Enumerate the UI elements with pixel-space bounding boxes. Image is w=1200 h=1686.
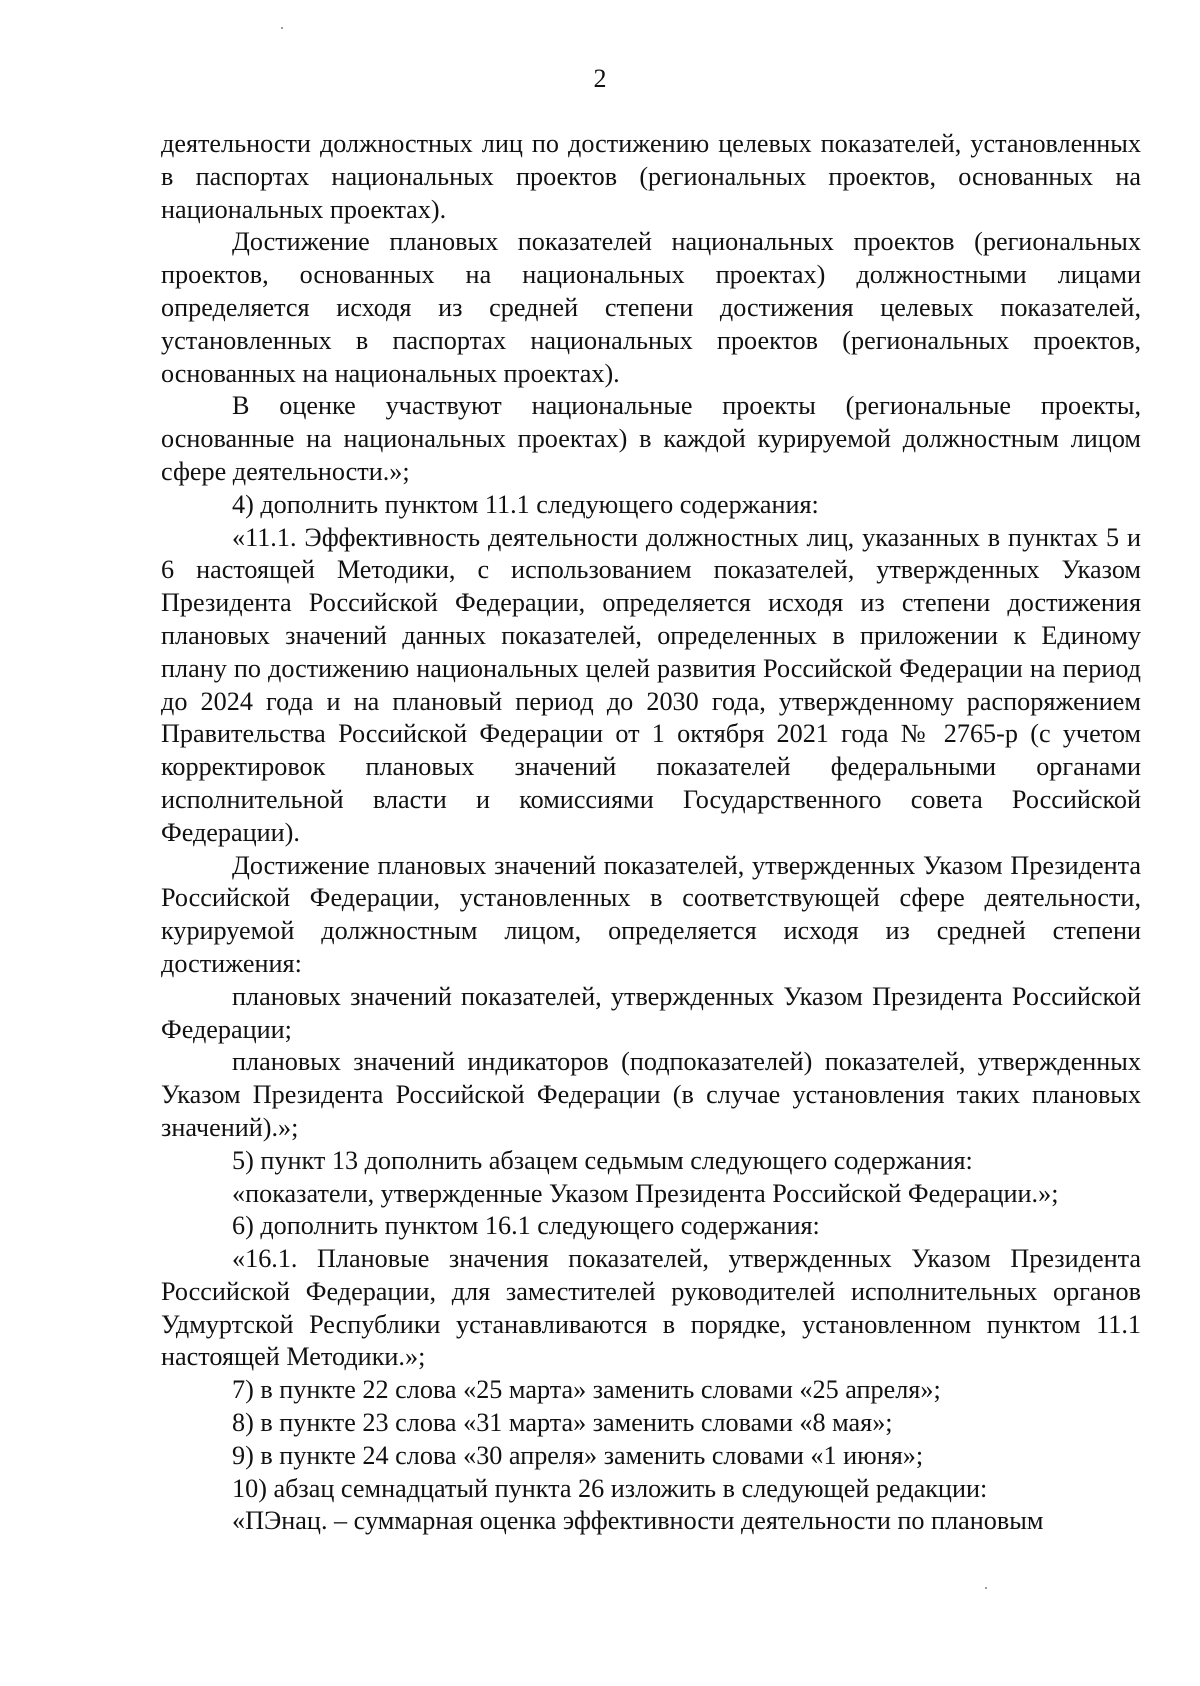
scan-speck — [281, 27, 283, 29]
list-item-9: 9) в пункте 24 слова «30 апреля» заменить словами «1 июня»; — [232, 1440, 924, 1470]
quoted-clause-16-1: «16.1. Плановые значения показателей, утвержденных Указом Президента Российской Федерации, для заместителей руководителей исполнительных органов Удмуртской Республики устанавливаются в порядке, установленном пунктом 11.1 настоящей Методики.»; — [161, 1244, 1141, 1372]
list-item-4: 4) дополнить пунктом 11.1 следующего содержания: — [232, 489, 819, 519]
quoted-text-start: «ПЭнац. – суммарная оценка эффективности деятельности по плановым — [232, 1506, 1044, 1536]
quoted-text: «показатели, утвержденные Указом Президента Российской Федерации.»; — [232, 1178, 1059, 1208]
list-item-5: 5) пункт 13 дополнить абзацем седьмым следующего содержания: — [232, 1145, 973, 1175]
paragraph: Достижение плановых показателей национальных проектов (региональных проектов, основанных на национальных проектах) должностными лицами определяется исходя из средней степени достижения целевых показателей, установленных в паспортах национальных проектов (региональных проектов, основанных на национальных проектах). — [161, 227, 1141, 388]
paragraph: В оценке участвуют национальные проекты (региональные проекты, основанные на национальных проектах) в каждой курируемой должностным лицом сфере деятельности.»; — [161, 391, 1141, 486]
list-item-6: 6) дополнить пунктом 16.1 следующего содержания: — [232, 1211, 820, 1241]
paragraph: плановых значений показателей, утвержденных Указом Президента Российской Федерации; — [161, 981, 1141, 1044]
document-body — [161, 128, 1141, 1538]
list-item-8: 8) в пункте 23 слова «31 марта» заменить словами «8 мая»; — [232, 1408, 893, 1438]
list-item-10: 10) абзац семнадцатый пункта 26 изложить в следующей редакции: — [232, 1473, 988, 1503]
list-item-7: 7) в пункте 22 слова «25 марта» заменить словами «25 апреля»; — [232, 1375, 941, 1405]
paragraph: Достижение плановых значений показателей, утвержденных Указом Президента Российской Федерации, установленных в соответствующей сфере деятельности, курируемой должностным лицом, определяется исходя из средней степени достижения: — [161, 850, 1141, 978]
paragraph: плановых значений индикаторов (подпоказателей) показателей, утвержденных Указом Президента Российской Федерации (в случае установления таких плановых значений).»; — [161, 1047, 1141, 1142]
quoted-clause-11-1: «11.1. Эффективность деятельности должностных лиц, указанных в пунктах 5 и 6 настоящей Методики, с использованием показателей, утвержденных Указом Президента Российской Федерации, определяется исходя из степени достижения плановых значений данных показателей, определенных в приложении к Единому плану по достижению национальных целей развития Российской Федерации на период до 2024 года и на плановый период до 2030 года, утвержденному распоряжением Правительства Российской Федерации от 1 октября 2021 года № 2765-р (с учетом корректировок плановых значений показателей федеральными органами исполнительной власти и комиссиями Государственного совета Российской Федерации). — [161, 522, 1141, 847]
scan-speck — [985, 1587, 987, 1589]
page-number: 2 — [593, 64, 607, 93]
paragraph-continuation: деятельности должностных лиц по достижению целевых показателей, установленных в паспортах национальных проектов (региональных проектов, основанных на национальных проектах). — [161, 129, 1141, 224]
